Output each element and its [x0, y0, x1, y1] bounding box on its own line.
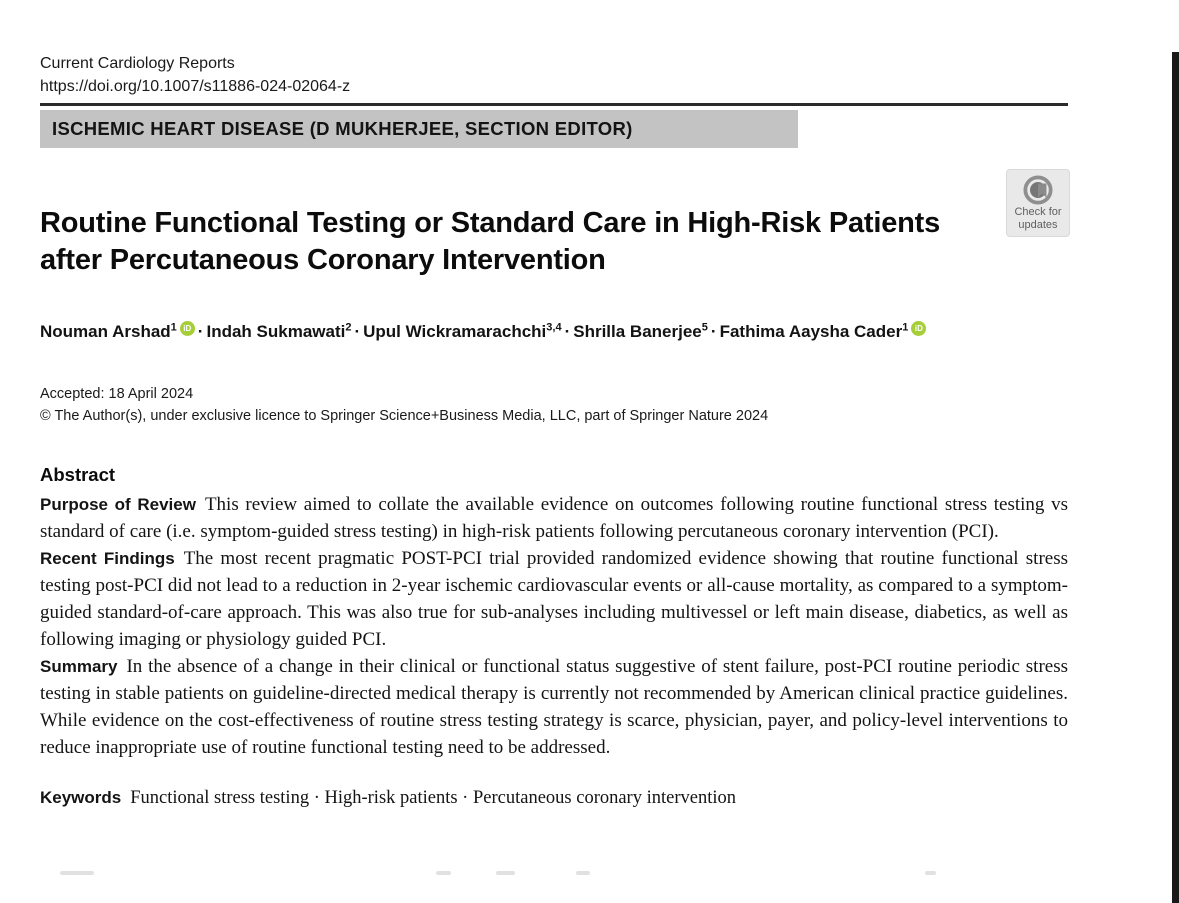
journal-header: [40, 52, 1068, 98]
author-name: Fathima Aaysha Cader$^1$ iD: [720, 322, 927, 341]
abstract-purpose-paragraph: [40, 491, 1068, 545]
recent-findings-text: The most recent pragmatic POST-PCI trial provided randomized evidence showing that routine functional stress testing post-PCI did not lead to a reduction in 2-year ischemic cardiovascular events or all-cause mortality, as compared to a symptom-guided standard-of-care approach. This was also true for sub-analyses including multivessel or left main disease, diabetics, as well as following imaging or physiology guided PCI.: [40, 547, 1068, 650]
keywords-line: [40, 788, 1068, 809]
abstract-heading: Abstract: [40, 463, 116, 485]
author-name: Shrilla Banerjee$^5$: [573, 321, 708, 341]
author-affiliation-superscript: 1: [170, 321, 177, 333]
author-affiliation-superscript: 1: [902, 321, 909, 333]
abstract-recent-findings-paragraph: [40, 545, 1068, 653]
doi-link[interactable]: https://doi.org/10.1007/s11886-024-02064-z: [40, 78, 351, 95]
author-name: Nouman Arshad$^1$ iD: [40, 322, 195, 341]
copyright-line: © The Author(s), under exclusive licence to Springer Science+Business Media, LLC, part of Springer Nature 2024: [40, 407, 769, 424]
author-separator: ·: [354, 321, 361, 341]
author-affiliation-superscript: 3,4: [546, 321, 562, 333]
journal-name: Current Cardiology Reports: [40, 55, 235, 72]
keywords-label: Keywords: [40, 787, 122, 807]
header-rule: [40, 103, 1068, 106]
author-name: Indah Sukmawati$^2$: [206, 321, 352, 341]
check-for-updates-badge[interactable]: [1006, 169, 1070, 237]
orcid-icon[interactable]: iD: [180, 321, 195, 336]
article-title: [40, 205, 1068, 279]
cutoff-text-artifact: [0, 871, 1179, 876]
summary-label: Summary: [40, 656, 118, 676]
author-affiliation-superscript: 2: [345, 321, 352, 333]
scan-edge-artifact: [1172, 52, 1179, 903]
recent-findings-label: Recent Findings: [40, 548, 175, 568]
check-for-updates-text: Check for updates: [1014, 206, 1062, 231]
article-title-line1: Routine Functional Testing or Standard Care in High-Risk Patients: [40, 207, 941, 239]
keywords-text: Functional stress testing · High-risk patients · Percutaneous coronary intervention: [130, 787, 736, 808]
accepted-date: Accepted: 18 April 2024: [40, 385, 194, 402]
author-list: [40, 315, 1068, 344]
article-title-line2: after Percutaneous Coronary Intervention: [40, 244, 606, 276]
summary-text: In the absence of a change in their clinical or functional status suggestive of stent failure, post-PCI routine periodic stress testing in stable patients on guideline-directed medical therapy is currently not recommended by American clinical practice guidelines. While evidence on the cost-effectiveness of routine stress testing strategy is scarce, physician, payer, and policy-level interventions to reduce inappropriate use of routine functional testing need to be addressed.: [40, 655, 1068, 758]
crossmark-icon: [1023, 175, 1053, 205]
abstract-body: [40, 491, 1068, 761]
author-name: Upul Wickramarachchi$^{3,4}$: [363, 321, 562, 341]
paper-page: [0, 52, 1179, 809]
purpose-of-review-text: This review aimed to collate the available evidence on outcomes following routine functional stress testing vs standard of care (i.e. symptom-guided stress testing) in high-risk patients following percutaneous coronary intervention (PCI).: [40, 493, 1068, 542]
purpose-of-review-label: Purpose of Review: [40, 494, 196, 514]
article-meta: [40, 383, 1068, 427]
abstract-summary-paragraph: [40, 653, 1068, 761]
author-separator: ·: [710, 321, 717, 341]
author-separator: ·: [564, 321, 571, 341]
section-banner: ISCHEMIC HEART DISEASE (D MUKHERJEE, SECTION EDITOR): [40, 110, 798, 148]
author-affiliation-superscript: 5: [701, 321, 708, 333]
author-separator: ·: [197, 321, 204, 341]
orcid-icon[interactable]: iD: [911, 321, 926, 336]
